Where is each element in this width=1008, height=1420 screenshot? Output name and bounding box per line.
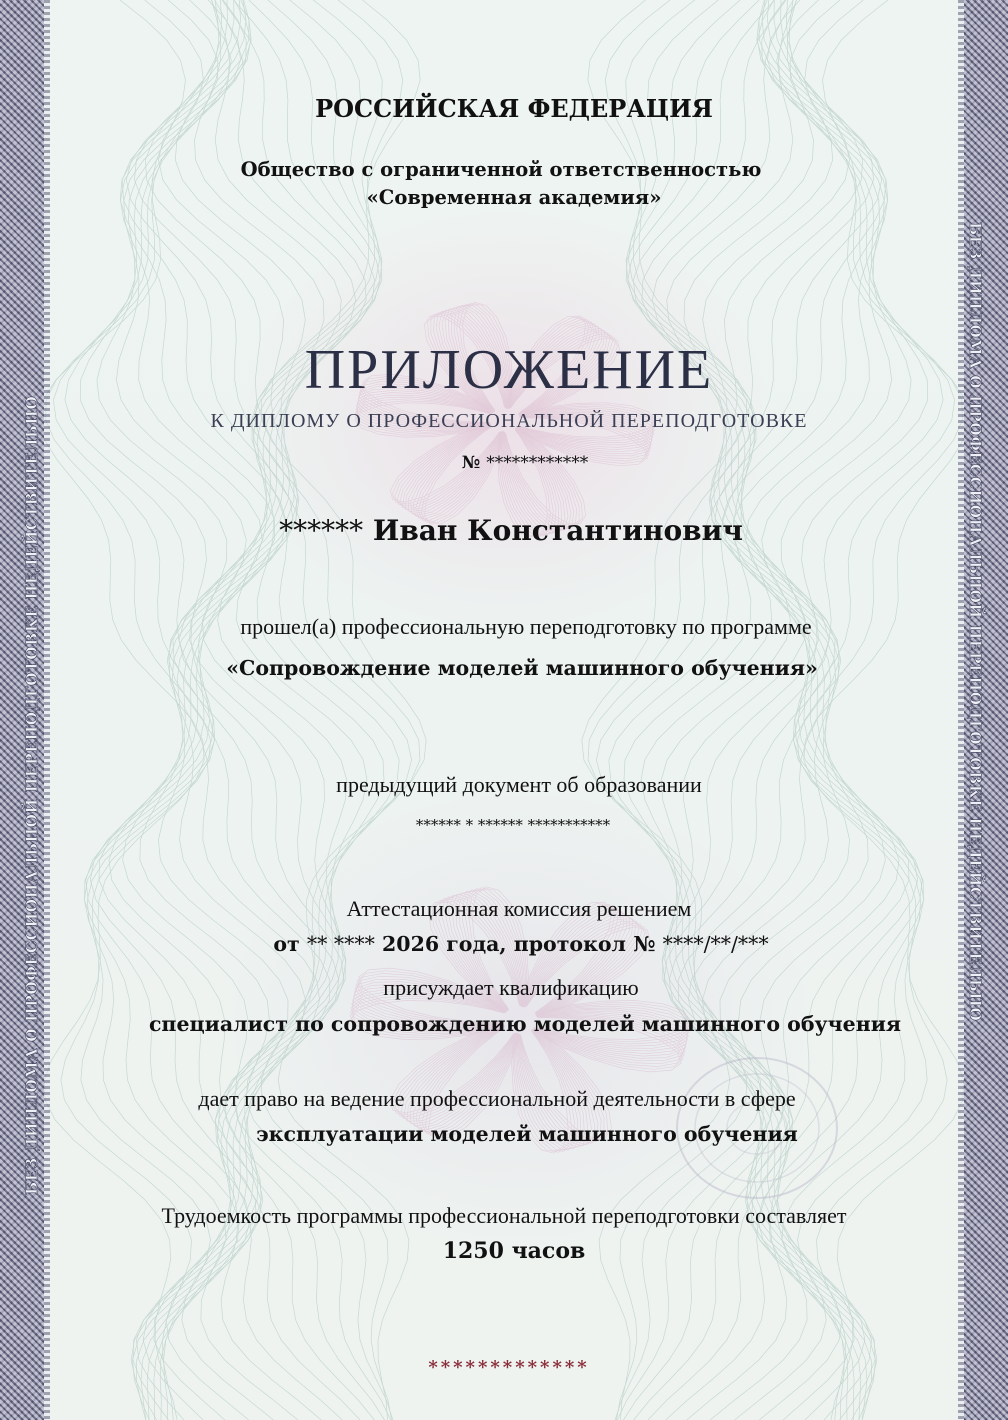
program-hours: 1250 часов bbox=[442, 1238, 586, 1264]
holder-given-names: Иван Константинович bbox=[372, 514, 743, 547]
document-number bbox=[0, 453, 1008, 473]
number-value: ************ bbox=[486, 453, 589, 473]
commission-statement: Аттестационная комиссия решением bbox=[346, 896, 692, 921]
rights-statement: дает право на ведение профессиональной деятельности в сфере bbox=[198, 1086, 796, 1111]
decision-date-mask: ** **** bbox=[306, 932, 375, 956]
organization-type: Общество с ограниченной ответственностью bbox=[240, 158, 762, 181]
number-label: № bbox=[461, 453, 481, 473]
document-title: ПРИЛОЖЕНИЕ bbox=[304, 339, 714, 401]
awards-statement: присуждает квалификацию bbox=[383, 975, 639, 1000]
labor-intensity-statement: Трудоемкость программы профессиональной переподготовки составляет bbox=[161, 1203, 847, 1228]
decision-year: 2026 года, протокол № bbox=[382, 932, 656, 956]
program-name: «Сопровождение моделей машинного обучения» bbox=[226, 656, 818, 680]
border-text-right: БЕЗ ДИПЛОМА О ПРОФЕССИОНАЛЬНОЙ ПЕРЕПОДГОТОВКЕ НЕДЕЙСТВИТЕЛЬНО bbox=[966, 222, 985, 1022]
qualification-name: специалист по сопровождению моделей машинного обучения bbox=[148, 1012, 902, 1036]
decision-line bbox=[0, 932, 1008, 956]
passed-statement: прошел(а) профессиональную переподготовку по программе bbox=[240, 614, 812, 639]
footer-serial-mask: ************* bbox=[428, 1357, 590, 1378]
previous-document-value: ****** * ****** *********** bbox=[415, 816, 611, 834]
document-subtitle: К ДИПЛОМУ О ПРОФЕССИОНАЛЬНОЙ ПЕРЕПОДГОТОВКЕ bbox=[210, 410, 808, 432]
organization-name: «Современная академия» bbox=[366, 186, 662, 209]
holder-surname: ****** bbox=[279, 514, 364, 547]
activity-sphere: эксплуатации моделей машинного обучения bbox=[256, 1122, 798, 1146]
country-heading: РОССИЙСКАЯ ФЕДЕРАЦИЯ bbox=[315, 94, 713, 123]
previous-document-label: предыдущий документ об образовании bbox=[336, 772, 702, 797]
holder-name bbox=[0, 514, 1008, 547]
decision-prefix: от bbox=[273, 932, 300, 956]
border-text-left: БЕЗ ДИПЛОМА О ПРОФЕССИОНАЛЬНОЙ ПЕРЕПОДГОТОВКЕ НЕДЕЙСТВИТЕЛЬНО bbox=[22, 395, 41, 1195]
decision-protocol-mask: ****/**/*** bbox=[662, 932, 769, 956]
